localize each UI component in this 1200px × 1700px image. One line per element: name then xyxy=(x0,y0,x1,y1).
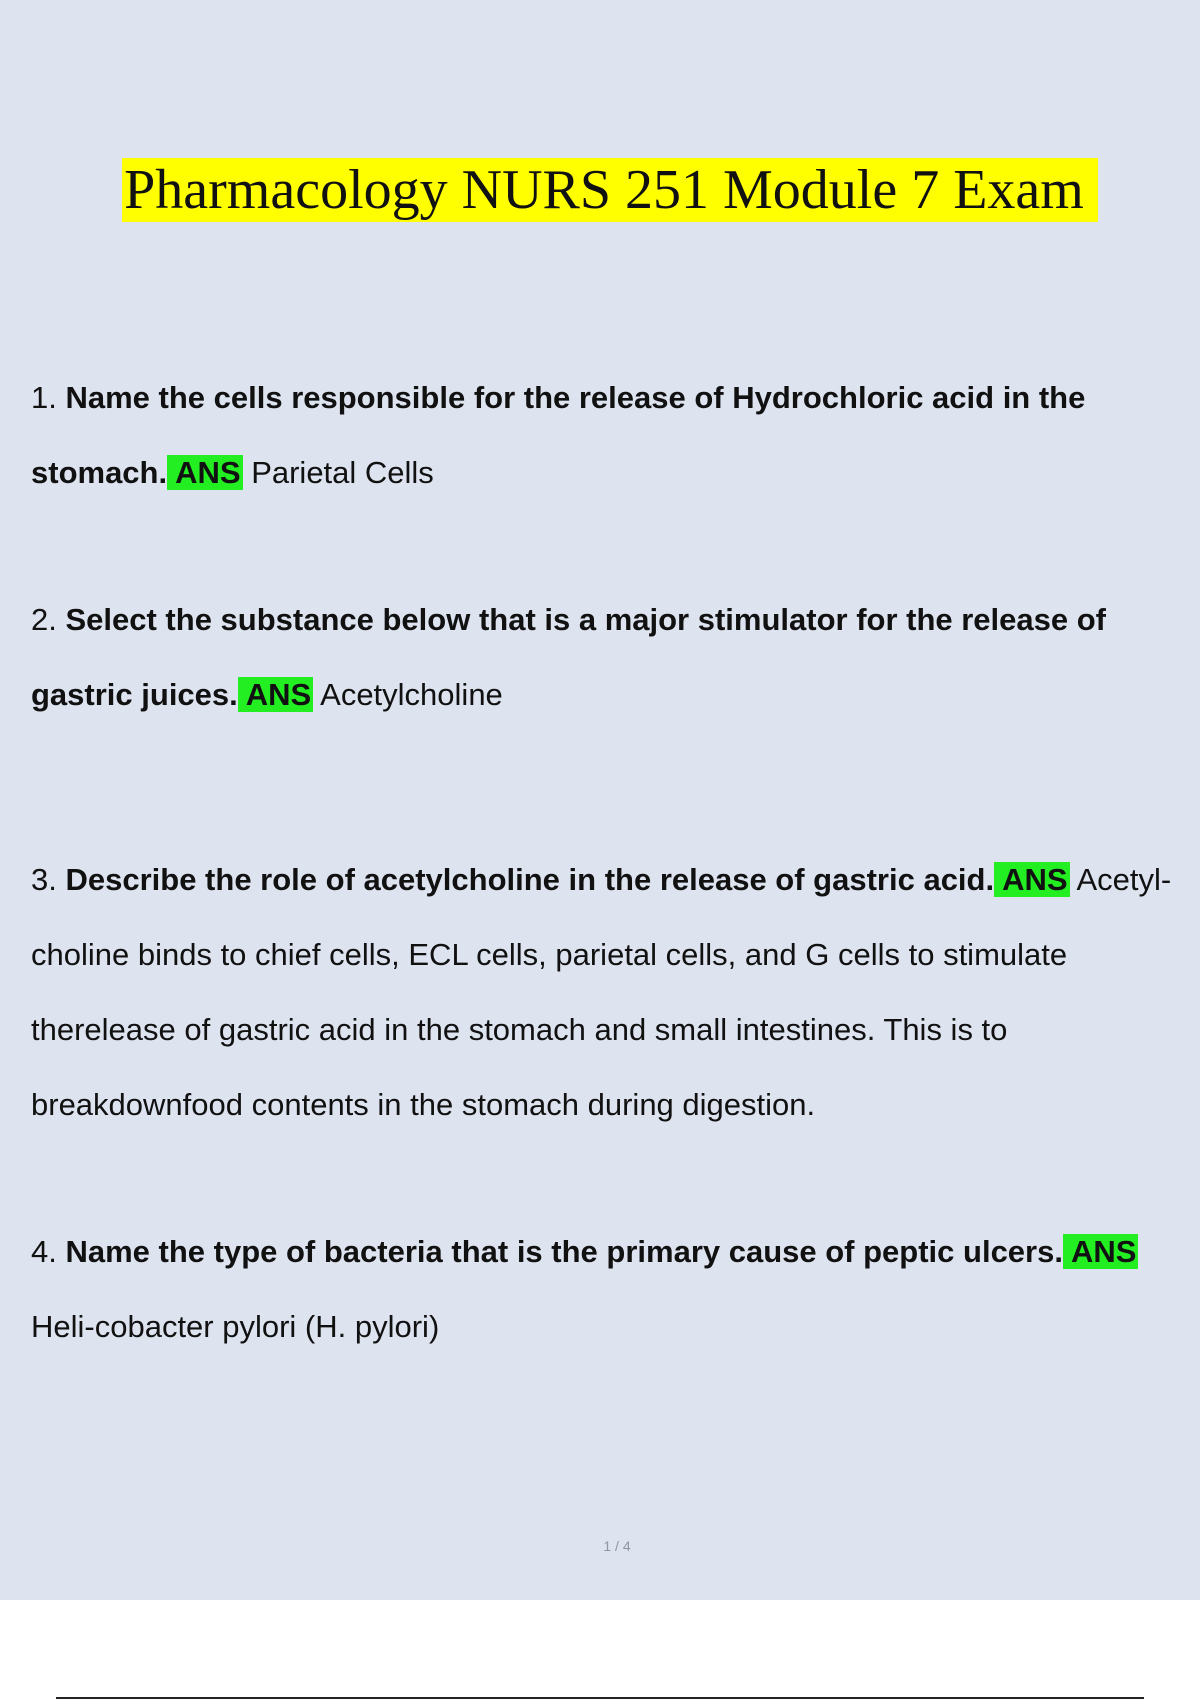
question-item xyxy=(31,360,1181,510)
question-item xyxy=(31,582,1181,732)
ans-label: ANS xyxy=(1063,1234,1138,1269)
ans-label: ANS xyxy=(238,677,313,712)
ans-label: ANS xyxy=(994,862,1069,897)
question-text: Select the substance below that is a major stimulator for the release of gastric juices. xyxy=(31,602,1106,712)
question-number: 3. xyxy=(31,862,57,897)
title-container xyxy=(0,158,1200,222)
question-number: 1. xyxy=(31,380,57,415)
answer-text: Acetylcholine xyxy=(320,677,503,712)
question-number: 4. xyxy=(31,1234,57,1269)
question-text: Name the cells responsible for the release of Hydrochloric acid in the stomach. xyxy=(31,380,1086,490)
question-item xyxy=(31,842,1181,1142)
question-number: 2. xyxy=(31,602,57,637)
question-item xyxy=(31,1214,1181,1364)
question-text: Describe the role of acetylcholine in the release of gastric acid. xyxy=(65,862,995,897)
answer-text: Heli-cobacter pylori (H. pylori) xyxy=(31,1309,440,1344)
document-title: Pharmacology NURS 251 Module 7 Exam xyxy=(122,158,1098,222)
footer-divider xyxy=(56,1697,1144,1699)
answer-text: Parietal Cells xyxy=(251,455,434,490)
ans-label: ANS xyxy=(167,455,242,490)
page-indicator: 1 / 4 xyxy=(603,1538,631,1554)
answer-text: Acetyl- choline binds to chief cells, ECL cells, parietal cells, and G cells to stimulate therelease of gastric acid in the stomach and small intestines. This is to breakdownfood contents in the stomach during digestion. xyxy=(31,862,1172,1122)
question-text: Name the type of bacteria that is the primary cause of peptic ulcers. xyxy=(65,1234,1063,1269)
